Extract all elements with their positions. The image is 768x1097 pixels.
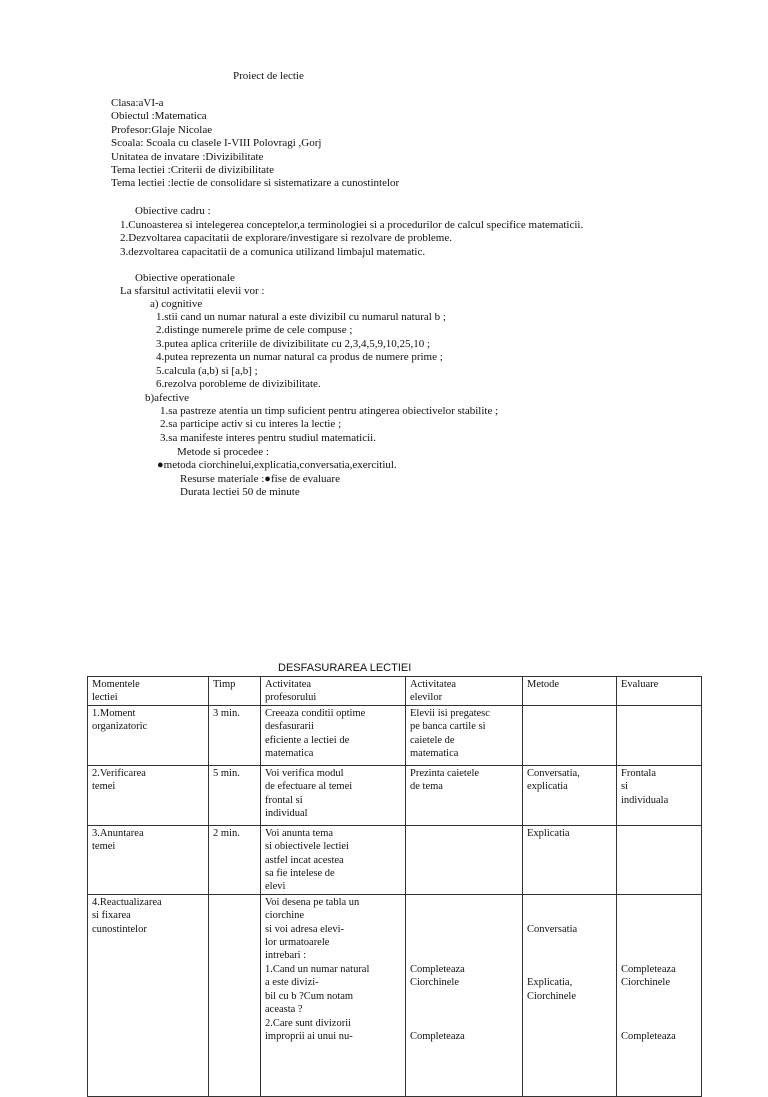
lesson-header xyxy=(111,97,399,191)
cell-line xyxy=(621,909,697,922)
header-cell-line: elevilor xyxy=(410,692,443,704)
cell-line: Conversatia xyxy=(527,923,578,935)
cell-line: ciorchine xyxy=(265,910,305,922)
cell-line: 2.Verificarea xyxy=(92,767,146,779)
cell-line xyxy=(410,923,518,936)
table-row xyxy=(88,705,702,765)
cell-line: sa fie intelese de xyxy=(265,868,335,880)
header-tema: Tema lectiei :Criterii de divizibilitate xyxy=(111,164,274,177)
cell-line xyxy=(527,949,612,962)
resurse-materiale: Resurse materiale :●fise de evaluare xyxy=(180,473,340,485)
cell-line xyxy=(410,896,518,909)
cell-line: Explicatia xyxy=(527,827,570,839)
table-cell-timp xyxy=(209,894,261,1096)
cell-line: matematica xyxy=(410,748,459,760)
cell-line xyxy=(527,909,612,922)
cell-line: 2 min. xyxy=(213,827,240,839)
table-cell-metode xyxy=(523,894,617,1096)
table-row xyxy=(88,825,702,894)
header-cell-line: lectiei xyxy=(92,692,118,704)
cell-line: individual xyxy=(265,808,308,820)
header-profesor: Profesor:Glaje Nicolae xyxy=(111,123,213,136)
cell-line xyxy=(410,909,518,922)
cell-line xyxy=(621,1016,697,1029)
durata-lectiei: Durata lectiei 50 de minute xyxy=(180,486,300,498)
obiectiv-cadru-item: 1.Cunoasterea si intelegerea conceptelor,a terminologiei si a procedurilor de calcul specifice matematicii. xyxy=(120,219,584,231)
table-cell-profesor xyxy=(261,705,406,765)
obiectiv-cadru-item: 2.Dezvoltarea capacitatii de explorare/investigare si rezolvare de probleme. xyxy=(120,232,452,245)
header-cell xyxy=(523,677,617,706)
cell-line: Frontala xyxy=(621,767,656,779)
table-cell-moment xyxy=(88,765,209,825)
cognitive-item: 1.stii cand un numar natural a este divizibil cu numarul natural b ; xyxy=(156,311,446,323)
header-clasa: Clasa:aVI-a xyxy=(111,97,164,109)
cell-line: Completeaza xyxy=(621,963,676,975)
table-cell-elevi xyxy=(406,825,523,894)
cognitive-list xyxy=(156,311,446,391)
header-obiectul: Obiectul :Matematica xyxy=(111,110,207,123)
cell-line: desfasurarii xyxy=(265,721,314,733)
table-cell-profesor xyxy=(261,765,406,825)
table-row xyxy=(88,765,702,825)
cognitive-item: 6.rezolva porobleme de divizibilitate. xyxy=(156,378,321,391)
cell-line: astfel incat acestea xyxy=(265,854,344,866)
cell-line: pe banca cartile si xyxy=(410,721,486,733)
obiective-cadru-list xyxy=(120,219,583,259)
cell-line xyxy=(410,936,518,949)
obiectiv-cadru-item: 3.dezvoltarea capacitatii de a comunica utilizand limbajul matematic. xyxy=(120,245,426,258)
cell-line: Voi verifica modul xyxy=(265,767,344,779)
cell-line: de efectuare al temei xyxy=(265,781,353,793)
cell-line: 2.Care sunt divizorii xyxy=(265,1017,352,1029)
cell-line: Ciorchinele xyxy=(621,977,670,989)
lesson-table xyxy=(87,676,702,1097)
table-cell-metode xyxy=(523,705,617,765)
cell-line: cunostintelor xyxy=(92,923,147,935)
table-cell-elevi xyxy=(406,765,523,825)
header-cell-line: Momentele xyxy=(92,679,140,690)
cell-line xyxy=(410,990,518,1003)
cell-line: elevi xyxy=(265,881,286,893)
cell-line: eficiente a lectiei de xyxy=(265,734,350,746)
cell-line: lor urmatoarele xyxy=(265,937,330,949)
cell-line: de tema xyxy=(410,781,443,793)
cell-line xyxy=(527,963,612,976)
cell-line: Ciorchinele xyxy=(410,977,459,989)
cognitive-item: 4.putea reprezenta un numar natural ca produs de numere prime ; xyxy=(156,351,443,364)
cell-line xyxy=(621,990,697,1003)
cell-line: si voi adresa elevi- xyxy=(265,923,345,935)
cell-line: intrebari : xyxy=(265,950,307,962)
table-cell-metode xyxy=(523,765,617,825)
table-row xyxy=(88,894,702,1096)
cell-line xyxy=(410,1003,518,1016)
table-cell-timp xyxy=(209,825,261,894)
cell-line: bil cu b ?Cum notam xyxy=(265,990,354,1002)
cell-line xyxy=(621,896,697,909)
table-cell-elevi xyxy=(406,705,523,765)
cell-line: 1.Moment xyxy=(92,707,136,719)
table-cell-evaluare xyxy=(617,825,702,894)
cell-line: individuala xyxy=(621,794,669,806)
cell-line: matematica xyxy=(265,748,314,760)
header-cell-line: profesorului xyxy=(265,692,317,704)
header-scoala: Scoala: Scoala cu clasele I-VIII Polovragi ,Gorj xyxy=(111,137,322,150)
cell-line: Prezinta caietele xyxy=(410,767,480,779)
cell-line: aceasta ? xyxy=(265,1004,303,1016)
header-cell-line: Activitatea xyxy=(265,679,312,690)
cell-line: si fixarea xyxy=(92,910,131,922)
cell-line: 3 min. xyxy=(213,707,240,719)
cell-line: Conversatia, xyxy=(527,767,580,779)
table-cell-moment xyxy=(88,705,209,765)
page-title: Proiect de lectie xyxy=(233,70,304,82)
cell-line xyxy=(621,923,697,936)
afective-item: 1.sa pastreze atentia un timp suficient pentru atingerea obiectivelor stabilite ; xyxy=(160,405,499,417)
cell-line xyxy=(621,949,697,962)
cell-line: Elevii isi pregatesc xyxy=(410,707,490,719)
header-cell-line: Evaluare xyxy=(621,679,659,690)
header-cell xyxy=(406,677,523,706)
obiective-operationale-heading: Obiective operationale xyxy=(135,272,235,284)
cell-line xyxy=(410,949,518,962)
afective-item: 2.sa participe activ si cu interes la lectie ; xyxy=(160,418,342,431)
header-tema-tip: Tema lectiei :lectie de consolidare si sistematizare a cunostintelor xyxy=(111,177,400,190)
metode-heading: Metode si procedee : xyxy=(177,446,269,458)
obiective-operationale-intro: La sfarsitul activitatii elevii vor : xyxy=(120,285,265,297)
obiective-cadru-heading: Obiective cadru : xyxy=(135,205,211,217)
header-cell xyxy=(617,677,702,706)
table-header-row xyxy=(88,677,702,706)
table-cell-timp xyxy=(209,765,261,825)
table-cell-evaluare xyxy=(617,705,702,765)
cognitive-item: 2.distinge numerele prime de cele compuse ; xyxy=(156,324,353,337)
table-cell-timp xyxy=(209,705,261,765)
table-cell-moment xyxy=(88,894,209,1096)
cell-line xyxy=(621,1003,697,1016)
header-cell-line: Activitatea xyxy=(410,679,457,690)
table-cell-evaluare xyxy=(617,894,702,1096)
cell-line xyxy=(527,936,612,949)
cell-line: Completeaza xyxy=(621,1030,676,1042)
cell-line: Ciorchinele xyxy=(527,990,576,1002)
cell-line: organizatoric xyxy=(92,721,148,733)
table-cell-profesor xyxy=(261,825,406,894)
cell-line: 4.Reactualizarea xyxy=(92,896,162,908)
header-unitatea: Unitatea de invatare :Divizibilitate xyxy=(111,150,264,163)
cell-line: 1.Cand un numar natural xyxy=(265,963,370,975)
cell-line: temei xyxy=(92,781,116,793)
table-cell-evaluare xyxy=(617,765,702,825)
cell-line: Completeaza xyxy=(410,1030,465,1042)
header-cell xyxy=(209,677,261,706)
cell-line: frontal si xyxy=(265,794,303,806)
cell-line: Creeaza conditii optime xyxy=(265,707,366,719)
table-cell-elevi xyxy=(406,894,523,1096)
cell-line: Completeaza xyxy=(410,963,465,975)
cell-line: Explicatia, xyxy=(527,977,573,989)
cell-line: caietele de xyxy=(410,734,455,746)
cell-line xyxy=(621,936,697,949)
cell-line: Voi anunta tema xyxy=(265,827,334,839)
cognitive-item: 3.putea aplica criteriile de divizibilitate cu 2,3,4,5,9,10,25,10 ; xyxy=(156,337,431,350)
cell-line: explicatia xyxy=(527,781,568,793)
afective-item: 3.sa manifeste interes pentru studiul matematicii. xyxy=(160,431,376,444)
header-cell xyxy=(261,677,406,706)
cell-line: si xyxy=(621,781,629,793)
metode-line: ●metoda ciorchinelui,explicatia,conversatia,exercitiul. xyxy=(157,459,397,471)
cognitive-heading: a) cognitive xyxy=(150,298,203,310)
cell-line: si obiectivele lectiei xyxy=(265,841,349,853)
table-cell-profesor xyxy=(261,894,406,1096)
cell-line xyxy=(410,1016,518,1029)
cognitive-item: 5.calcula (a,b) si [a,b] ; xyxy=(156,364,258,377)
afective-list xyxy=(160,405,498,445)
table-cell-metode xyxy=(523,825,617,894)
cell-line: temei xyxy=(92,841,116,853)
cell-line: a este divizi- xyxy=(265,977,319,989)
header-cell-line: Metode xyxy=(527,679,560,690)
cell-line: 5 min. xyxy=(213,767,240,779)
cell-line: improprii ai unui nu- xyxy=(265,1030,353,1042)
afective-heading: b)afective xyxy=(145,392,189,404)
cell-line: Voi desena pe tabla un xyxy=(265,896,360,908)
cell-line xyxy=(527,896,612,909)
header-cell-line: Timp xyxy=(213,679,236,690)
desfasurarea-heading: DESFASURAREA LECTIEI xyxy=(278,662,412,674)
header-cell xyxy=(88,677,209,706)
cell-line: 3.Anuntarea xyxy=(92,827,144,839)
table-cell-moment xyxy=(88,825,209,894)
